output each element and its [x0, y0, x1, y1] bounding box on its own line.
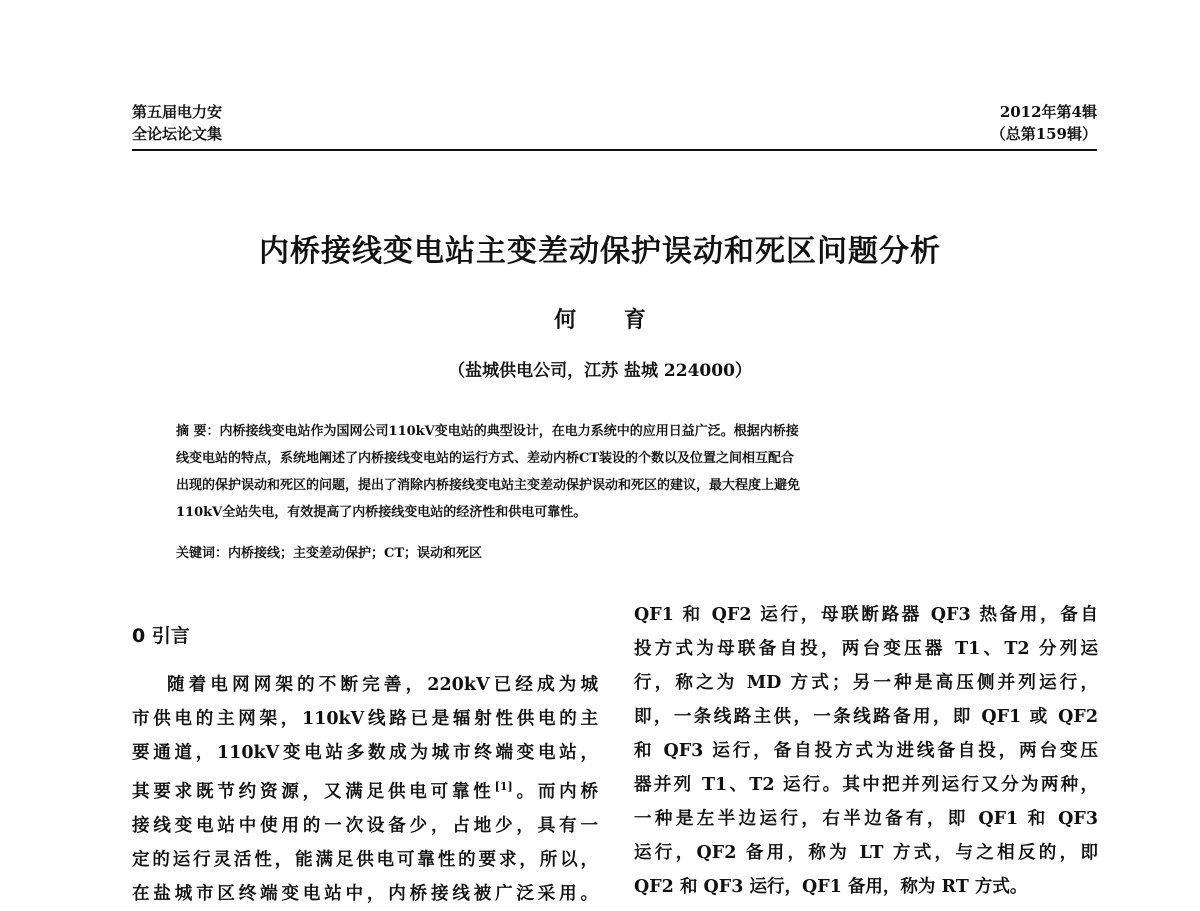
abstract-line: 出现的保护误动和死区的问题，提出了消除内桥接线变电站主变差动保护误动和死区的建议，最大程度上避免 — [176, 478, 801, 493]
paragraph-line: 定的运行灵活性，能满足供电可靠性的要求，所以， — [132, 849, 598, 870]
paragraph-line — [132, 770, 598, 809]
abstract-label: 摘 要： — [176, 424, 220, 439]
abstract-line — [176, 418, 1046, 445]
paragraph-line: 一种是左半边运行，右半边备有，即 QF1 和 QF3 — [634, 809, 1098, 829]
running-header-right — [991, 101, 1097, 145]
paper-title: 内桥接线变电站主变差动保护误动和死区问题分析 — [259, 234, 941, 269]
paragraph-line: 行，称之为 MD 方式；另一种是高压侧并列运行， — [634, 673, 1098, 693]
abstract-text: 内桥接线变电站作为国网公司110kV变电站的典型设计，在电力系统中的应用日益广泛。根据内桥接 — [219, 424, 799, 439]
author-affiliation: （盐城供电公司，江苏 盐城 224000） — [448, 361, 752, 381]
abstract-line: 线变电站的特点，系统地阐述了内桥接线变电站的运行方式、差动内桥CT装设的个数以及位置之间相互配合 — [176, 451, 795, 466]
keywords — [176, 540, 1046, 567]
section-heading: 0 引言 — [132, 625, 190, 647]
paragraph-line: 即，一条线路主供，一条线路备用，即 QF1 或 QF2 — [634, 707, 1098, 727]
paragraph-text: 。而内桥 — [512, 781, 599, 802]
paragraph-line: 和 QF3 运行，备自投方式为进线备自投，两台变压 — [634, 741, 1098, 761]
paragraph-line: 投方式为母联备自投，两台变压器 T1、T2 分列运 — [634, 639, 1098, 659]
citation-ref: [1] — [494, 780, 513, 793]
paragraph-line: QF2 和 QF3 运行，QF1 备用，称为 RT 方式。 — [634, 877, 1028, 897]
paragraph-line: QF1 和 QF2 运行，母联断路器 QF3 热备用，备自 — [634, 605, 1098, 625]
paragraph-line: 运行，QF2 备用，称为 LT 方式，与之相反的，即 — [634, 843, 1098, 863]
abstract-line: 110kV全站失电，有效提高了内桥接线变电站的经济性和供电可靠性。 — [176, 505, 587, 520]
paragraph-line: 要通道，110kV变电站多数成为城市终端变电站， — [132, 743, 598, 763]
header-right-line2: （总第159辑） — [990, 125, 1097, 143]
paragraph-line: 市供电的主网架，110kV线路已是辐射性供电的主 — [132, 709, 598, 729]
author-name: 何 育 — [554, 307, 666, 333]
paragraph-line: 在盐城市区终端变电站中，内桥接线被广泛采用。 — [132, 883, 598, 904]
keywords-text: 内桥接线；主变差动保护；CT；误动和死区 — [228, 546, 483, 561]
paragraph-text: 其要求既节约资源，又满足供电可靠性 — [132, 781, 495, 802]
keywords-label: 关键词： — [176, 546, 229, 561]
paragraph-line: 随着电网网架的不断完善，220kV已经成为城 — [167, 675, 598, 695]
header-left-line1: 第五届电力安 — [132, 103, 223, 121]
paragraph-line: 器并列 T1、T2 运行。其中把并列运行又分为两种， — [634, 775, 1098, 795]
header-rule — [132, 149, 1097, 151]
running-header-left — [132, 101, 222, 145]
abstract — [176, 418, 1046, 526]
header-left-line2: 全论坛论文集 — [132, 125, 223, 143]
body-column-left — [132, 668, 598, 911]
header-right-line1: 2012年第4辑 — [999, 103, 1097, 121]
body-column-right — [634, 598, 1098, 904]
paragraph-line: 接线变电站中使用的一次设备少，占地少，具有一 — [132, 815, 598, 836]
